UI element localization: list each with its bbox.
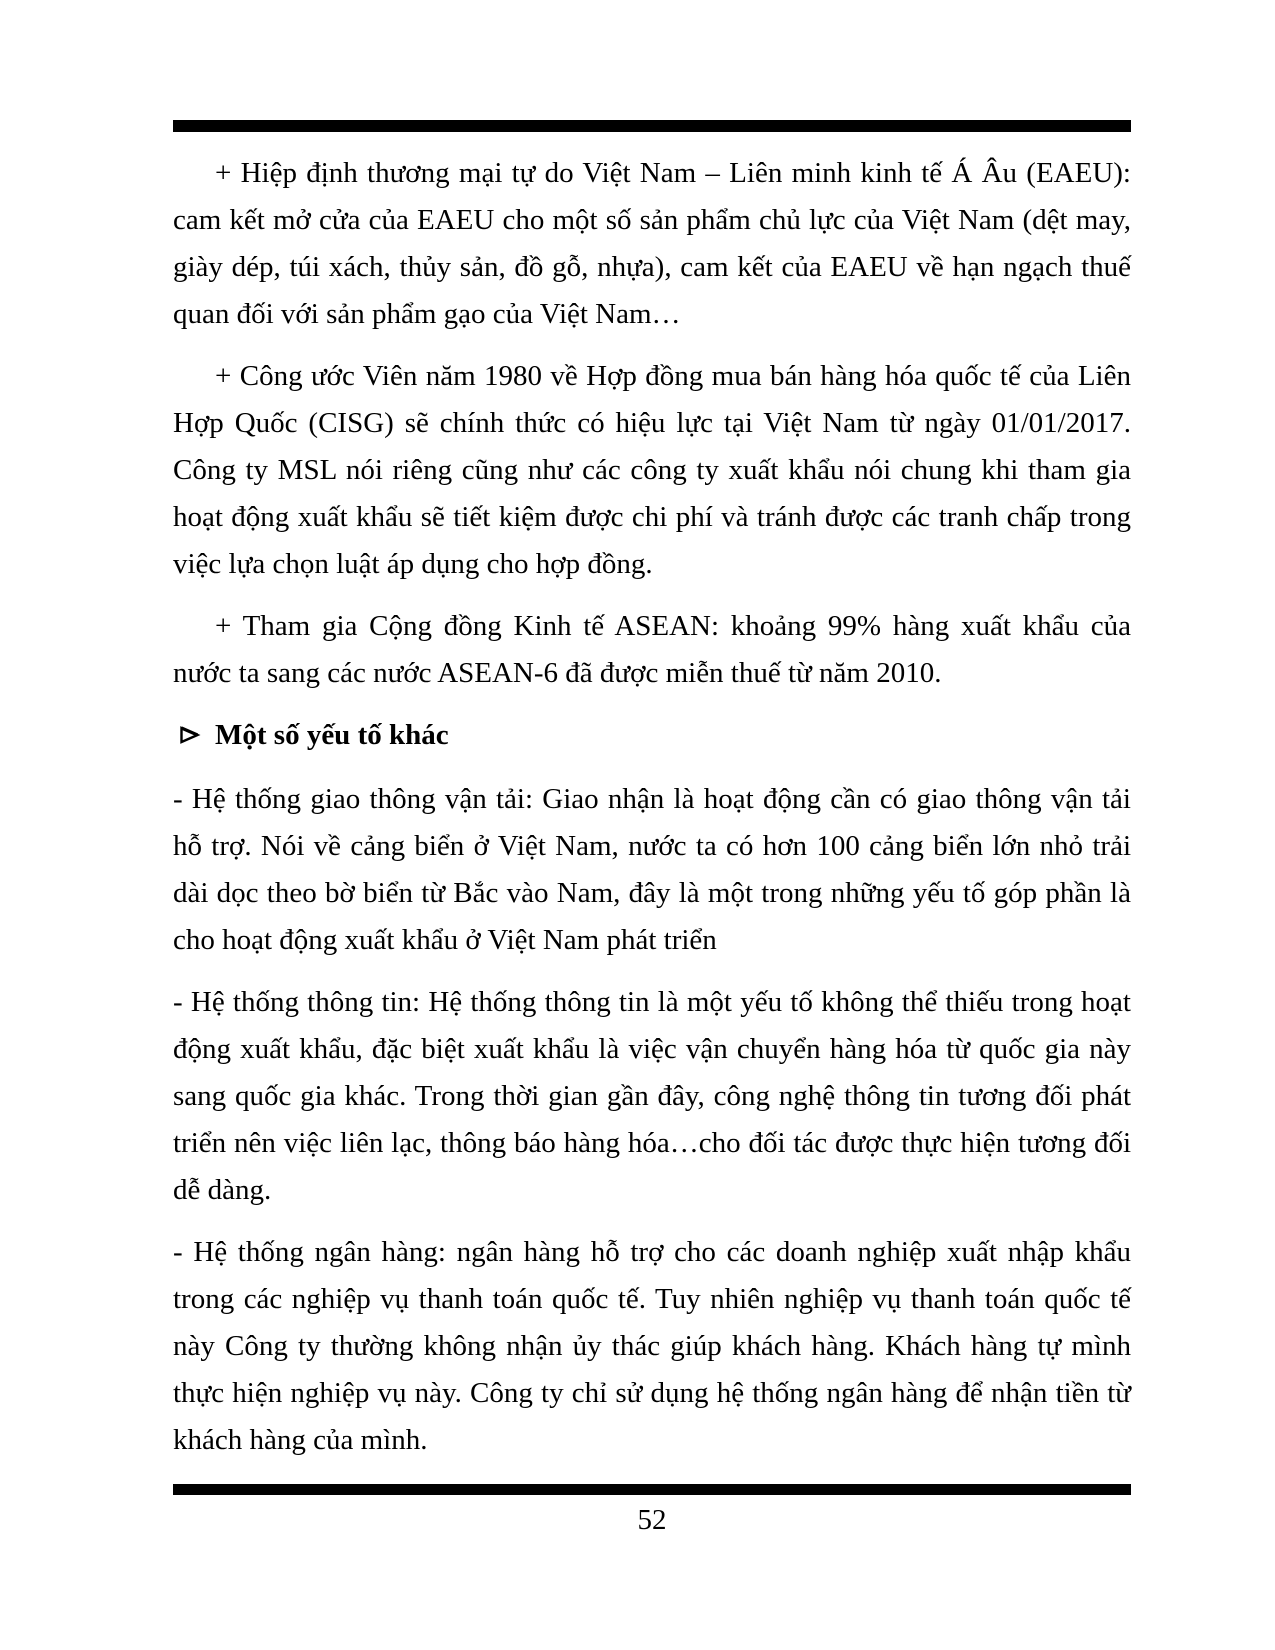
page-body-text [173,150,1131,1479]
section-heading-label: Một số yếu tố khác [215,719,449,751]
paragraph-asean-community: + Tham gia Cộng đồng Kinh tế ASEAN: khoảng 99% hàng xuất khẩu của nước ta sang các nước ASEAN-6 đã được miễn thuế từ năm 2010. [173,610,1131,689]
paragraph-eaeu-agreement: + Hiệp định thương mại tự do Việt Nam – Liên minh kinh tế Á Âu (EAEU): cam kết mở cửa của EAEU cho một số sản phẩm chủ lực của Việt Nam (dệt may, giày dép, túi xách, thủy sản, đồ gỗ, nhựa), cam kết của EAEU về hạn ngạch thuế quan đối với sản phẩm gạo của Việt Nam… [173,157,1131,330]
paragraph-transport-system: - Hệ thống giao thông vận tải: Giao nhận là hoạt động cần có giao thông vận tải hỗ trợ. Nói về cảng biển ở Việt Nam, nước ta có hơn 100 cảng biển lớn nhỏ trải dài dọc theo bờ biển từ Bắc vào Nam, đây là một trong những yếu tố góp phần là cho hoạt động xuất khẩu ở Việt Nam phát triển [173,783,1131,956]
section-heading [173,712,1131,761]
arrow-bullet-icon [178,714,215,761]
header-rule [173,120,1131,132]
paragraph-information-system: - Hệ thống thông tin: Hệ thống thông tin là một yếu tố không thể thiếu trong hoạt động xuất khẩu, đặc biệt xuất khẩu là việc vận chuyển hàng hóa từ quốc gia này sang quốc gia khác. Trong thời gian gần đây, công nghệ thông tin tương đối phát triển nên việc liên lạc, thông báo hàng hóa…cho đối tác được thực hiện tương đối dễ dàng. [173,986,1131,1206]
page-number: 52 [637,1504,667,1536]
paragraph-cisg-convention: + Công ước Viên năm 1980 về Hợp đồng mua bán hàng hóa quốc tế của Liên Hợp Quốc (CISG) sẽ chính thức có hiệu lực tại Việt Nam từ ngày 01/01/2017. Công ty MSL nói riêng cũng như các công ty xuất khẩu nói chung khi tham gia hoạt động xuất khẩu sẽ tiết kiệm được chi phí và tránh được các tranh chấp trong việc lựa chọn luật áp dụng cho hợp đồng. [173,360,1131,580]
paragraph-banking-system: - Hệ thống ngân hàng: ngân hàng hỗ trợ cho các doanh nghiệp xuất nhập khẩu trong các nghiệp vụ thanh toán quốc tế. Tuy nhiên nghiệp vụ thanh toán quốc tế này Công ty thường không nhận ủy thác giúp khách hàng. Khách hàng tự mình thực hiện nghiệp vụ này. Công ty chỉ sử dụng hệ thống ngân hàng để nhận tiền từ khách hàng của mình. [173,1236,1131,1456]
footer-rule [173,1484,1131,1495]
